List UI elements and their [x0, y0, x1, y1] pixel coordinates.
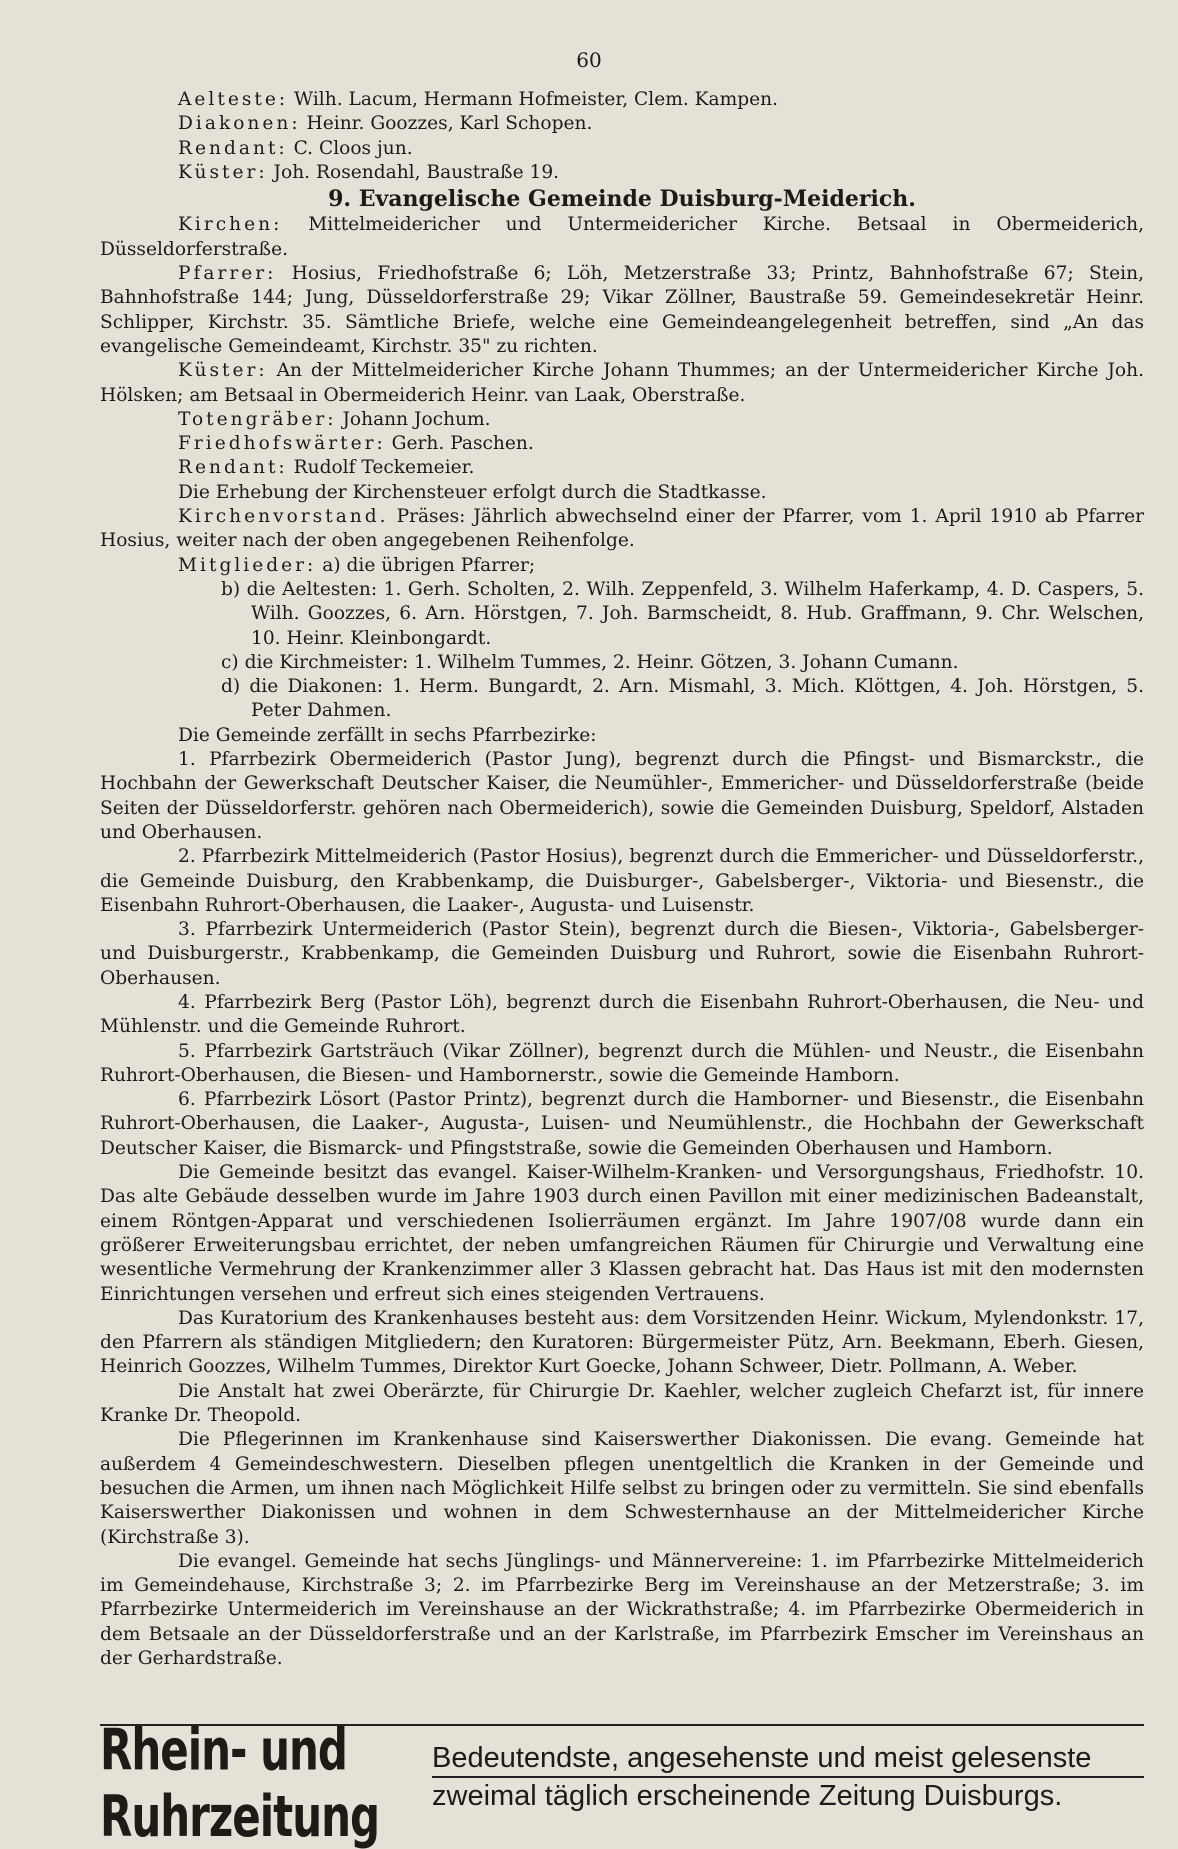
newspaper-advertisement — [100, 1716, 1144, 1849]
page-body — [100, 88, 1144, 1671]
entry-pfarrer: Pfarrer: Hosius, Friedhofstraße 6; Löh, Metzerstraße 33; Printz, Bahnhofstraße 67; Stein, Bahnhofstraße 144; Jung, Düsseldorferstraße 29; Vikar Zöllner, Baustraße 59. Gemeindesekretär Heinr. Schlipper, Kirchstr. 35. Sämtliche Briefe, welche eine Gemeindeangelegenheit betreffen, sind „An das evangelische Gemeindeamt, Kirchstr. 35" zu richten. — [100, 263, 1144, 357]
entry-kirchenvorstand: Kirchenvorstand. Präses: Jährlich abwechselnd einer der Pfarrer, vom 1. April 1910 ab Pfarrer Hosius, weiter nach der oben angegebenen Reihenfolge. — [100, 506, 1144, 552]
ad-logo-text: Rhein- und Ruhrzeitung — [100, 1716, 380, 1849]
entry-kuester: Küster: Joh. Rosendahl, Baustraße 19. — [178, 161, 560, 183]
mitglieder-diakonen: d) die Diakonen: 1. Herm. Bungardt, 2. Arn. Mismahl, 3. Mich. Klöttgen, 4. Joh. Hörstgen, 5. Peter Dahmen. — [221, 676, 1144, 722]
entry-rendant-2: Rendant: Rudolf Teckemeier. — [178, 457, 475, 479]
bezirk-paragraph: 1. Pfarrbezirk Obermeiderich (Pastor Jung), begrenzt durch die Pfingst- und Bismarckstr., die Hochbahn der Gewerkschaft Deutscher Kaiser, die Neumühler-, Emmericher- und Düsseldorferstraße (beide Seiten der Düsseldorferstr. gehören nach Obermeiderich), sowie die Gemeinden Duisburg, Speldorf, Alstaden und Oberhausen. — [100, 749, 1144, 843]
entry-mitglieder: Mitglieder: a) die übrigen Pfarrer; — [178, 554, 536, 576]
entry-kuester-2: Küster: An der Mittelmeidericher Kirche Johann Thummes; an der Untermeidericher Kirche Joh. Hölsken; am Betsaal in Obermeiderich Heinr. van Laak, Oberstraße. — [100, 360, 1144, 406]
krankenhaus-paragraph: Die Gemeinde besitzt das evangel. Kaiser-Wilhelm-Kranken- und Versorgungshaus, Friedhofstr. 10. Das alte Gebäude desselben wurde im Jahre 1903 durch einen Pavillon mit einer medizinischen Badeanstalt, einem Röntgen-Apparat und verschiedenen Isolierräumen ergänzt. Im Jahre 1907/08 wurde dann ein größerer Erweiterungsbau errichtet, der neben umfangreichen Räumen für Chirurgie und Verwaltung eine wesentliche Vermehrung der Krankenzimmer aller 3 Klassen gebracht hat. Das Haus ist mit den modernsten Einrichtungen versehen und erfreut sich eines steigenden Vertrauens. — [100, 1162, 1144, 1305]
page-number: 60 — [576, 48, 602, 72]
bezirk-paragraph: 2. Pfarrbezirk Mittelmeiderich (Pastor Hosius), begrenzt durch die Emmericher- und Düsseldorferstr., die Gemeinde Duisburg, den Krabbenkamp, die Duisburger-, Gabelsberger-, Viktoria- und Biesenstr., die Eisenbahn Ruhrort-Oberhausen, die Laaker-, Augusta- und Luisenstr. — [100, 846, 1144, 916]
entry-friedhofswaerter: Friedhofswärter: Gerh. Paschen. — [178, 433, 534, 455]
mitglieder-kirchmeister: c) die Kirchmeister: 1. Wilhelm Tummes, 2. Heinr. Götzen, 3. Johann Cumann. — [221, 651, 959, 673]
entry-rendant: Rendant: C. Cloos jun. — [178, 137, 413, 159]
bezirk-paragraph: 6. Pfarrbezirk Lösort (Pastor Printz), begrenzt durch die Hamborner- und Biesenstr., die Eisenbahn Ruhrort-Oberhausen, die Laaker-, Augusta-, Luisen- und Neumühlenstr., die Hochbahn der Gewerkschaft Deutscher Kaiser, die Bismarck- und Pfingststraße, sowie die Gemeinden Oberhausen und Hamborn. — [100, 1089, 1144, 1159]
bezirk-paragraph: 3. Pfarrbezirk Untermeiderich (Pastor Stein), begrenzt durch die Biesen-, Viktoria-, Gabelsberger- und Duisburgerstr., Krabbenkamp, die Gemeinden Duisburg und Ruhrort, sowie die Eisenbahn Ruhrort-Oberhausen. — [100, 919, 1144, 989]
pflegerinnen-paragraph: Die Pflegerinnen im Krankenhause sind Kaiserswerther Diakonissen. Die evang. Gemeinde hat außerdem 4 Gemeindeschwestern. Dieselben pflegen unentgeltlich die Kranken in der Gemeinde und besuchen die Armen, um ihnen nach Möglichkeit Hilfe selbst zu bringen oder zu vermitteln. Sie sind ebenfalls Kaiserswerther Diakonissen und wohnen in dem Schwesternhause an der Mittelmeidericher Kirche (Kirchstraße 3). — [100, 1429, 1144, 1548]
entry-kirchen: Kirchen: Mittelmeidericher und Untermeidericher Kirche. Betsaal in Obermeiderich, Düsseldorferstraße. — [100, 214, 1144, 260]
mitglieder-aelteste: b) die Aeltesten: 1. Gerh. Scholten, 2. Wilh. Zeppenfeld, 3. Wilhelm Haferkamp, 4. D. Caspers, 5. Wilh. Goozzes, 6. Arn. Hörstgen, 7. Joh. Barmscheidt, 8. Hub. Graffmann, 9. Chr. Welschen, 10. Heinr. Kleinbongardt. — [221, 578, 1144, 649]
ad-line-2: zweimal täglich erscheinende Zeitung Duisburgs. — [432, 1780, 1063, 1812]
entry-totengraeber: Totengräber: Johann Jochum. — [178, 408, 491, 430]
vereine-paragraph: Die evangel. Gemeinde hat sechs Jünglings- und Männervereine: 1. im Pfarrbezirke Mittelmeiderich im Gemeindehause, Kirchstraße 3; 2. im Pfarrbezirke Berg im Vereinshause an der Metzerstraße; 3. im Pfarrbezirke Untermeiderich im Vereinshause an der Wickrathstraße; 4. im Pfarrbezirke Obermeiderich in dem Betsaale an der Düsseldorferstraße und an der Karlstraße, im Pfarrbezirk Emscher im Vereinshaus an der Gerhardstraße. — [100, 1550, 1144, 1669]
kuratorium-paragraph: Das Kuratorium des Krankenhauses besteht aus: dem Vorsitzenden Heinr. Wickum, Mylendonkstr. 17, den Pfarrern als ständigen Mitgliedern; den Kuratoren: Bürgermeister Pütz, Arn. Beekmann, Eberh. Giesen, Heinrich Goozzes, Wilhelm Tummes, Direktor Kurt Goecke, Johann Schweer, Dietr. Pollmann, A. Weber. — [100, 1307, 1144, 1378]
entry-diakonen: Diakonen: Heinr. Goozzes, Karl Schopen. — [178, 113, 593, 135]
ad-line-1: Bedeutendste, angesehenste und meist gelesenste — [432, 1740, 1144, 1778]
bezirk-paragraph: 4. Pfarrbezirk Berg (Pastor Löh), begrenzt durch die Eisenbahn Ruhrort-Oberhausen, die Neu- und Mühlenstr. und die Gemeinde Ruhrort. — [100, 991, 1144, 1038]
entry-aelteste: Aelteste: Wilh. Lacum, Hermann Hofmeister, Clem. Kampen. — [178, 89, 779, 110]
kirchensteuer-note: Die Erhebung der Kirchensteuer erfolgt durch die Stadtkasse. — [178, 481, 767, 503]
section-heading: 9. Evangelische Gemeinde Duisburg-Meiderich. — [328, 186, 916, 213]
ad-slogan — [418, 1740, 1144, 1825]
bezirke-intro: Die Gemeinde zerfällt in sechs Pfarrbezirke: — [178, 724, 597, 746]
bezirk-paragraph: 5. Pfarrbezirk Gartsträuch (Vikar Zöllner), begrenzt durch die Mühlen- und Neustr., die Eisenbahn Ruhrort-Oberhausen, die Biesen- und Hambornerstr., sowie die Gemeinde Hamborn. — [100, 1040, 1144, 1086]
aerzte-paragraph: Die Anstalt hat zwei Oberärzte, für Chirurgie Dr. Kaehler, welcher zugleich Chefarzt ist, für innere Kranke Dr. Theopold. — [100, 1380, 1144, 1427]
